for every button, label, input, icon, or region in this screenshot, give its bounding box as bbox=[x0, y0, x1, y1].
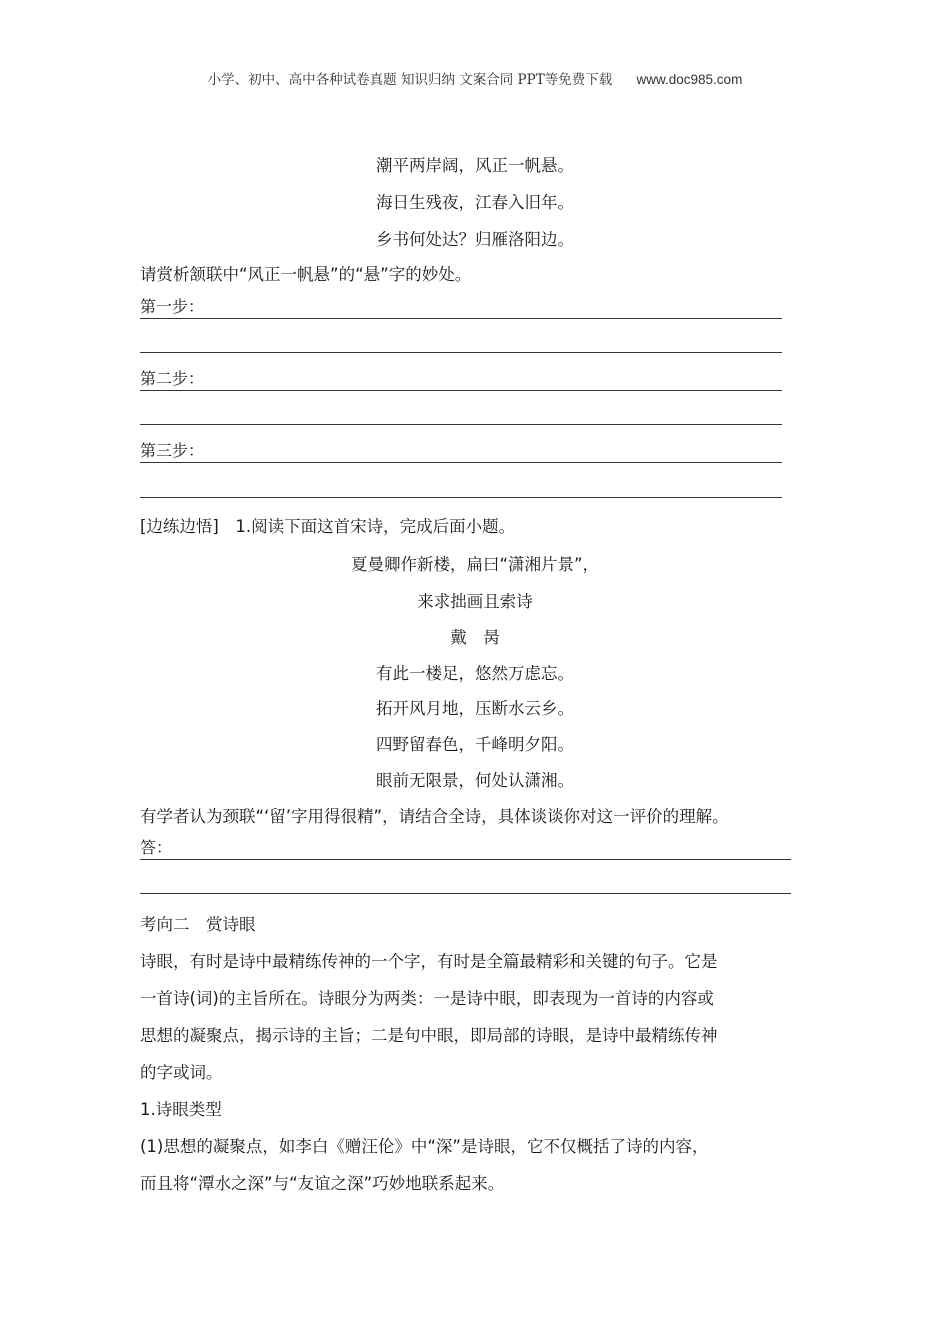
question1: 请赏析颔联中“风正一帆悬”的“悬”字的妙处。 bbox=[140, 265, 472, 284]
answer-label: 答： bbox=[140, 838, 173, 857]
header-text: 小学、初中、高中各种试卷真题 知识归纳 文案合同 PPT等免费下载 bbox=[207, 72, 613, 88]
step-label: 第二步： bbox=[140, 369, 205, 388]
paragraph-line: 而且将“潭水之深”与“友谊之深”巧妙地联系起来。 bbox=[140, 1174, 505, 1193]
header-url[interactable]: www.doc985.com bbox=[636, 72, 743, 87]
page-header bbox=[0, 68, 950, 88]
step-label: 第一步： bbox=[140, 297, 205, 316]
answer-field[interactable] bbox=[140, 837, 791, 860]
answer-blank-line[interactable] bbox=[140, 497, 782, 498]
poem2-line: 拓开风月地，压断水云乡。 bbox=[376, 699, 574, 718]
subheading: 1.诗眼类型 bbox=[140, 1100, 222, 1119]
poem2-line: 四野留春色，千峰明夕阳。 bbox=[376, 735, 574, 754]
poem2-title: 来求拙画且索诗 bbox=[417, 592, 533, 611]
exercise-intro: [边练边悟] 1.阅读下面这首宋诗，完成后面小题。 bbox=[140, 517, 516, 536]
answer-blank-line[interactable] bbox=[140, 424, 782, 425]
poem2-line: 眼前无限景，何处认潇湘。 bbox=[376, 771, 574, 790]
paragraph-line: 诗眼，有时是诗中最精练传神的一个字，有时是全篇最精彩和关键的句子。它是 bbox=[140, 952, 718, 971]
paragraph-line: (1)思想的凝聚点，如李白《赠汪伦》中“深”是诗眼，它不仅概括了诗的内容， bbox=[140, 1137, 709, 1156]
answer-blank-line[interactable] bbox=[140, 893, 791, 894]
answer-blank-line[interactable] bbox=[140, 352, 782, 353]
poem2-title: 夏曼卿作新楼，扁曰“潇湘片景”， bbox=[350, 555, 600, 574]
step-two-field[interactable] bbox=[140, 368, 782, 391]
section-heading: 考向二 赏诗眼 bbox=[140, 915, 256, 934]
step-one-field[interactable] bbox=[140, 296, 782, 319]
poem1-line: 乡书何处达？归雁洛阳边。 bbox=[376, 230, 574, 249]
step-three-field[interactable] bbox=[140, 440, 782, 463]
paragraph-line: 思想的凝聚点，揭示诗的主旨；二是句中眼，即局部的诗眼，是诗中最精练传神 bbox=[140, 1026, 718, 1045]
poem2-line: 有此一楼足，悠然万虑忘。 bbox=[376, 664, 574, 683]
paragraph-line: 的字或词。 bbox=[140, 1063, 223, 1082]
poem1-line: 潮平两岸阔，风正一帆悬。 bbox=[376, 156, 574, 175]
poem2-author: 戴 昺 bbox=[450, 628, 500, 647]
step-label: 第三步： bbox=[140, 441, 205, 460]
question2: 有学者认为颈联“‘留’字用得很精”，请结合全诗，具体谈谈你对这一评价的理解。 bbox=[140, 807, 729, 826]
poem1-line: 海日生残夜，江春入旧年。 bbox=[376, 193, 574, 212]
paragraph-line: 一首诗(词)的主旨所在。诗眼分为两类：一是诗中眼，即表现为一首诗的内容或 bbox=[140, 989, 714, 1008]
